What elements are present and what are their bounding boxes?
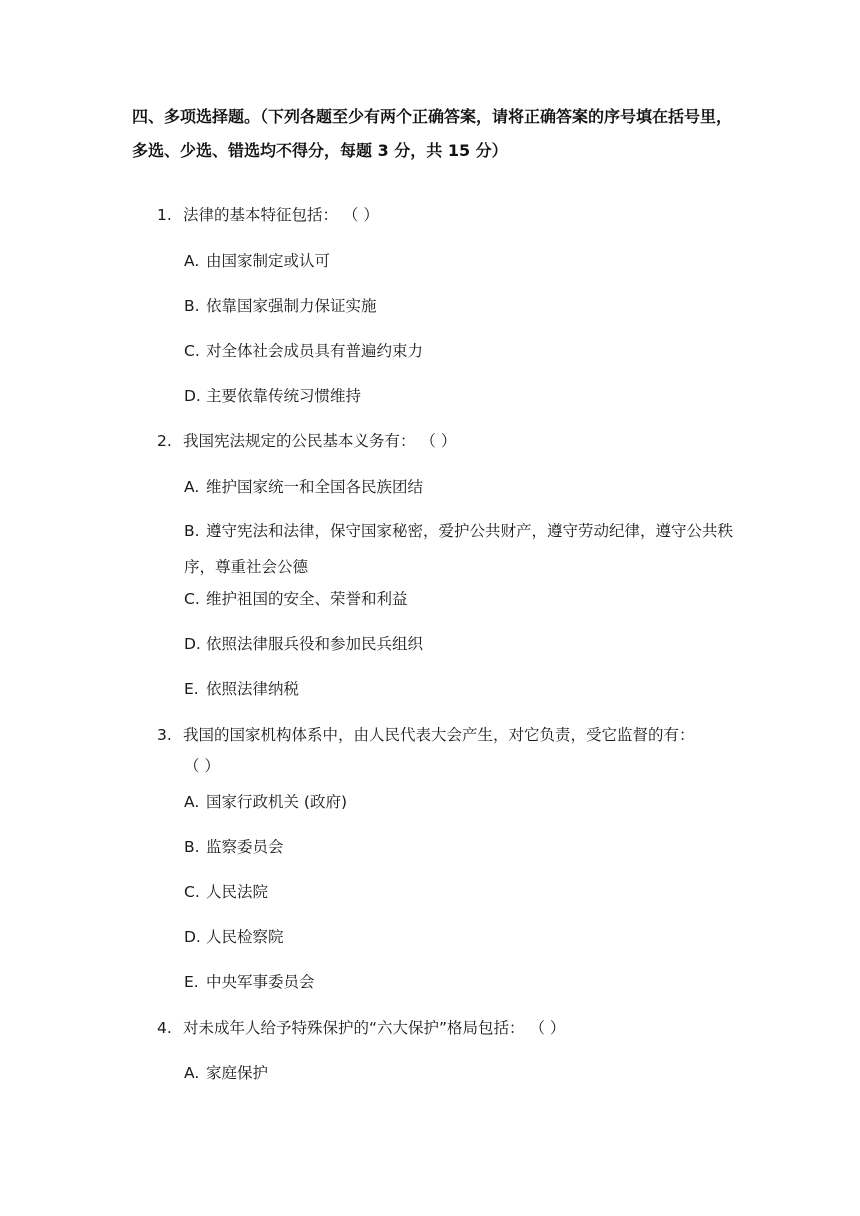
option-letter: A. xyxy=(184,252,200,270)
question-2 xyxy=(157,430,456,452)
option-letter: D. xyxy=(184,928,201,946)
question-number: 1. xyxy=(157,206,172,224)
option-3d xyxy=(184,926,736,948)
question-stem: 法律的基本特征包括： （ ） xyxy=(183,206,379,224)
option-text: 人民法院 xyxy=(206,883,269,901)
option-letter: D. xyxy=(184,387,201,405)
question-4 xyxy=(157,1017,565,1039)
option-letter: A. xyxy=(184,1064,200,1082)
option-letter: C. xyxy=(184,342,200,360)
section-heading: 四、多项选择题。（下列各题至少有两个正确答案，请将正确答案的序号填在括号里，多选、少选、错选均不得分，每题 3 分，共 15 分） xyxy=(132,107,733,160)
option-text: 家庭保护 xyxy=(206,1064,269,1082)
option-2e xyxy=(184,678,736,700)
option-text: 维护国家统一和全国各民族团结 xyxy=(206,478,424,496)
option-2b xyxy=(184,513,736,585)
option-2a xyxy=(184,476,736,498)
option-text: 由国家制定或认可 xyxy=(206,252,331,270)
option-text: 主要依靠传统习惯维持 xyxy=(206,387,362,405)
option-1d xyxy=(184,385,736,407)
question-number: 2. xyxy=(157,432,172,450)
option-3a xyxy=(184,791,736,813)
option-2c xyxy=(184,588,736,610)
option-letter: D. xyxy=(184,635,201,653)
question-stem: 对未成年人给予特殊保护的“六大保护”格局包括： （ ） xyxy=(183,1019,566,1037)
option-text: 依照法律纳税 xyxy=(206,680,300,698)
option-text: 遵守宪法和法律，保守国家秘密，爱护公共财产，遵守劳动纪律，遵守公共秩序，尊重社会公德 xyxy=(184,522,734,576)
option-1b xyxy=(184,295,736,317)
option-3b xyxy=(184,836,736,858)
option-4a xyxy=(184,1062,736,1084)
option-text: 国家行政机关 (政府) xyxy=(206,793,348,811)
option-3e xyxy=(184,971,736,993)
question-1 xyxy=(157,204,379,226)
option-letter: B. xyxy=(184,838,200,856)
option-letter: B. xyxy=(184,297,200,315)
option-text: 依照法律服兵役和参加民兵组织 xyxy=(206,635,424,653)
option-text: 维护祖国的安全、荣誉和利益 xyxy=(206,590,408,608)
question-stem: 我国宪法规定的公民基本义务有： （ ） xyxy=(183,432,457,450)
question-number: 4. xyxy=(157,1019,172,1037)
option-letter: E. xyxy=(184,973,199,991)
question-stem: 我国的国家机构体系中，由人民代表大会产生，对它负责，受它监督的有： xyxy=(183,726,695,744)
question-3 xyxy=(157,724,732,746)
option-letter: A. xyxy=(184,793,200,811)
question-3-answer-bracket: （ ） xyxy=(184,757,220,775)
option-text: 人民检察院 xyxy=(206,928,284,946)
option-1a xyxy=(184,250,736,272)
option-2d xyxy=(184,633,736,655)
option-letter: A. xyxy=(184,478,200,496)
option-text: 依靠国家强制力保证实施 xyxy=(206,297,377,315)
option-text: 中央军事委员会 xyxy=(206,973,315,991)
option-text: 监察委员会 xyxy=(206,838,284,856)
option-3c xyxy=(184,881,736,903)
option-letter: C. xyxy=(184,590,200,608)
option-letter: C. xyxy=(184,883,200,901)
option-1c xyxy=(184,340,736,362)
option-letter: E. xyxy=(184,680,199,698)
option-text: 对全体社会成员具有普遍约束力 xyxy=(206,342,424,360)
question-number: 3. xyxy=(157,726,172,744)
option-letter: B. xyxy=(184,522,200,540)
